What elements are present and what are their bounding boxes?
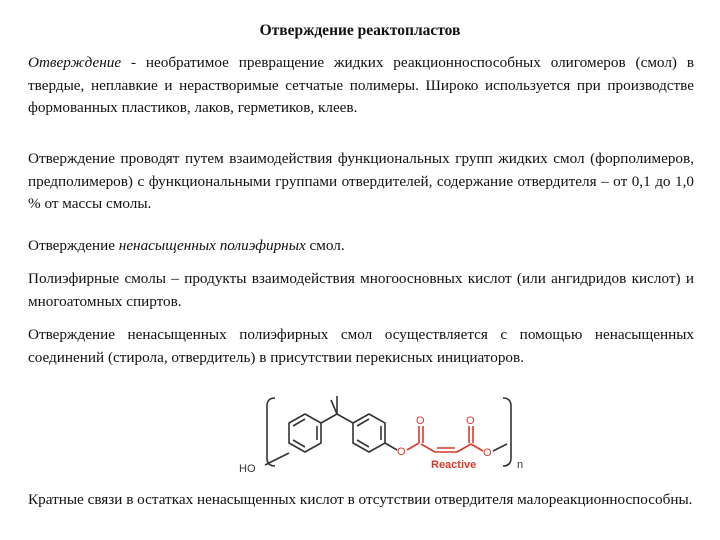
curing-method-paragraph: Отверждение ненасыщенных полиэфирных смол осуществляется с помощью ненасыщенных соединений (стирола, отвердитель) в присутствии перекисных инициаторов.: [28, 326, 694, 366]
definition-paragraph: [28, 52, 694, 120]
p3-italic: ненасыщенных полиэфирных: [118, 237, 306, 254]
oxygen-label-2: O: [416, 415, 425, 427]
polyester-definition-paragraph: Полиэфирные смолы – продукты взаимодействия многоосновных кислот (или ангидридов кислот) и многоатомных спиртов.: [28, 270, 694, 310]
conclusion-paragraph: Кратные связи в остатках ненасыщенных кислот в отсутствии отвердителя малореакционноспособны.: [28, 491, 693, 508]
ho-label: HO: [239, 463, 256, 475]
definition-term: Отверждение: [28, 54, 122, 71]
repeat-n-label: n: [517, 459, 524, 471]
definition-text: - необратимое превращение жидких реакционноспособных олигомеров (смол) в твердые, неплавкие и нерастворимые сетчатые полимеры. Широко используется при производстве формованных пластиков, лаков, герметиков, клеев.: [28, 54, 694, 116]
p3-before: Отверждение: [28, 237, 119, 254]
unsaturated-heading-paragraph: [28, 235, 694, 258]
reactive-label: Reactive: [431, 459, 477, 471]
oxygen-label-1: O: [397, 446, 406, 458]
p3-after: смол.: [305, 237, 345, 254]
oxygen-label-4: O: [483, 447, 492, 459]
right-bracket: [503, 398, 511, 466]
polyester-structure-formula: [235, 388, 555, 480]
hardener-paragraph: Отверждение проводят путем взаимодействия функциональных групп жидких смол (форполимеров, предполимеров) с функциональными группами отвердителей, содержание отвердителя – от 0,1 до 1,0 % от массы смолы.: [28, 150, 694, 212]
ho-bond: [265, 453, 289, 465]
left-bracket: [267, 398, 275, 466]
page-title: Отверждение реактопластов: [259, 22, 461, 39]
oxygen-label-3: O: [466, 415, 475, 427]
